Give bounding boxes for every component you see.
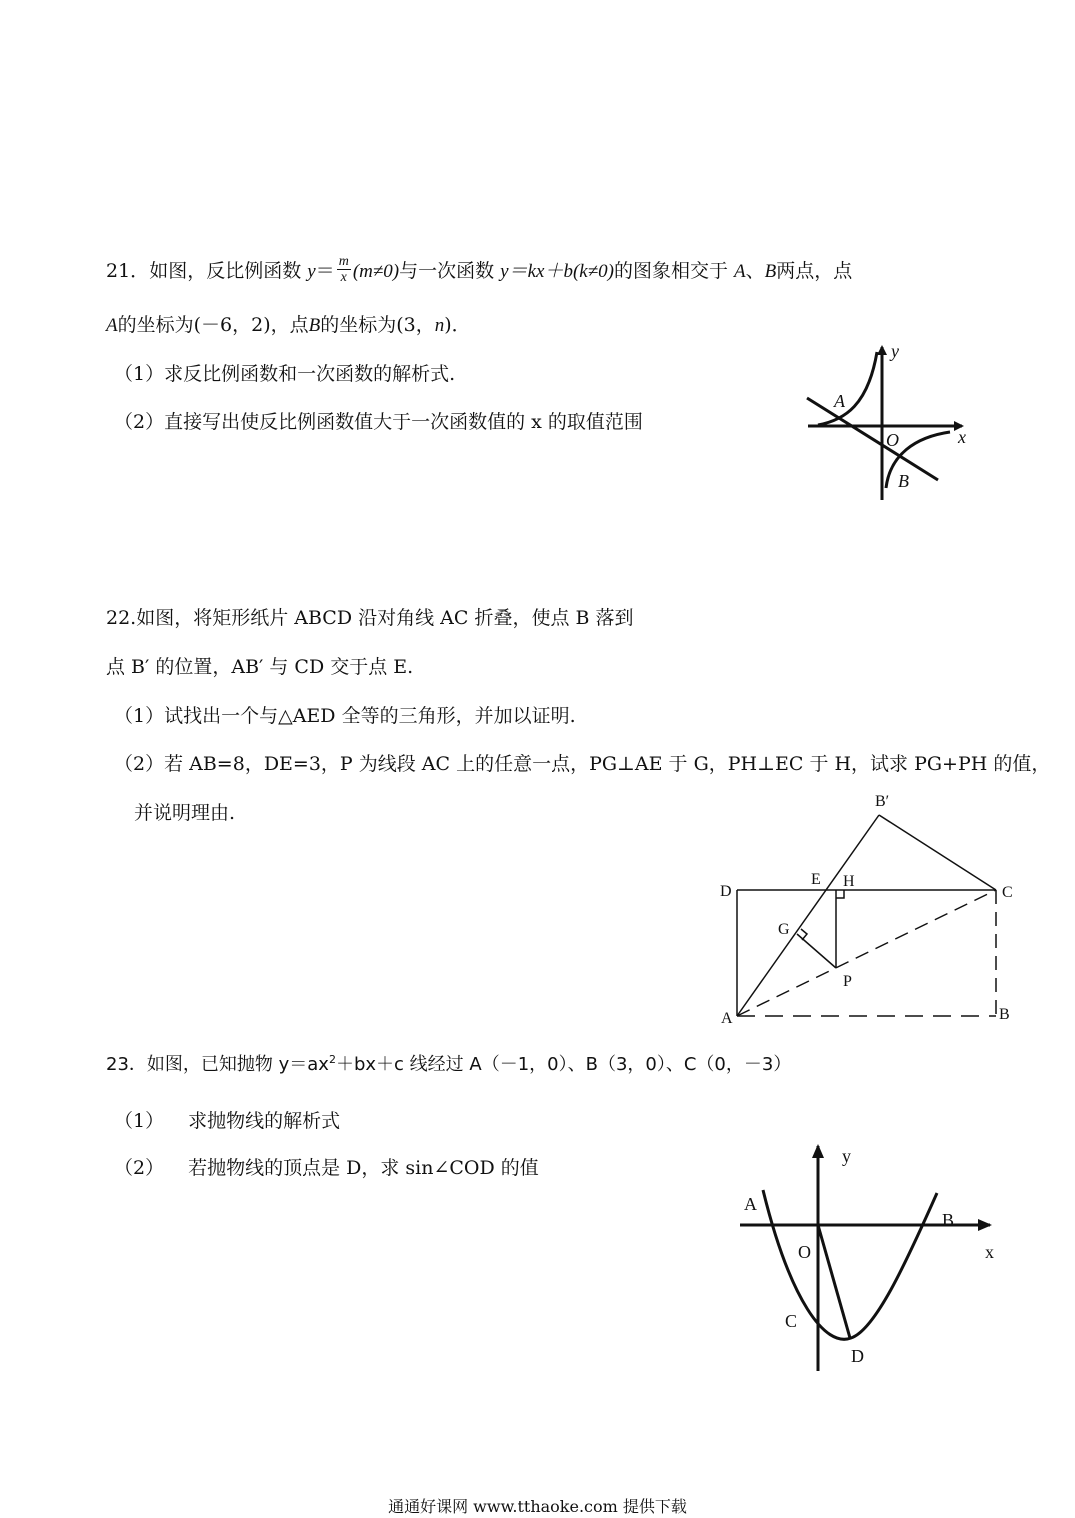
q22-part1: （1）试找出一个与△AED 全等的三角形，并加以证明.	[114, 705, 576, 727]
q23-label-D: D	[851, 1346, 864, 1366]
q23-label-B: B	[942, 1210, 955, 1230]
q23-segment-OD	[818, 1225, 850, 1338]
q22-label-E: E	[811, 871, 821, 888]
q21-label-x: x	[958, 427, 966, 447]
page-footer: 通通好课网 www.tthaoke.com 提供下载	[388, 1497, 687, 1516]
q23-label-O: O	[798, 1242, 811, 1262]
q22-label-C: C	[1002, 884, 1013, 901]
q23-line1: 23．如图，已知抛物 $y=ax^2+bx+c$ 线经过 A（－1，0）、B（3，0）、C（0，－3）	[106, 1053, 792, 1075]
q22-label-A: A	[721, 1010, 733, 1027]
q23-part2: （2） 若抛物线的顶点是 D，求 sin∠COD 的值	[114, 1157, 539, 1179]
q23-label-y: y	[842, 1146, 851, 1166]
q23-label-x: x	[985, 1242, 994, 1262]
q23-part1: （1） 求抛物线的解析式	[114, 1110, 341, 1132]
q21-line1: 21．如图，反比例函数 y＝ $\frac{m}{x}$ (m≠0)与一次函数 y＝kx＋b(k≠0)的图象相交于 A、B两点，点	[106, 254, 853, 286]
q22-part2: （2）若 AB=8，DE=3，P 为线段 AC 上的任意一点，PG⊥AE 于 G，PH⊥EC 于 H，试求 PG+PH 的值，	[114, 753, 1051, 775]
q22-part2b: 并说明理由.	[134, 802, 236, 824]
fraction-m-over-x: $\frac{m}{x}$	[338, 254, 349, 286]
q22-label-P: P	[843, 973, 852, 990]
q22-label-H: H	[843, 873, 855, 890]
q22-line2: 点 B′ 的位置，AB′ 与 CD 交于点 E.	[106, 656, 414, 678]
q22-label-D: D	[720, 883, 732, 900]
q22-label-G: G	[778, 921, 790, 938]
q21-label-y: y	[891, 341, 899, 361]
q21-label-O: O	[886, 430, 899, 450]
q22-line1: 22.如图，将矩形纸片 ABCD 沿对角线 AC 折叠，使点 B 落到	[106, 607, 634, 629]
q21-label-B: B	[898, 471, 909, 491]
q21-label-A: A	[834, 391, 845, 411]
q21-part1: （1）求反比例函数和一次函数的解析式.	[114, 363, 456, 385]
q22-label-B-prime: B′	[875, 793, 890, 810]
q23-label-C: C	[785, 1311, 798, 1331]
q21-part2: （2）直接写出使反比例函数值大于一次函数值的 x 的取值范围	[114, 411, 643, 433]
q21-line2: A的坐标为(－6，2)，点B的坐标为(3，n)．	[106, 314, 471, 336]
q22-label-B: B	[999, 1006, 1010, 1023]
q23-label-A: A	[744, 1194, 757, 1214]
